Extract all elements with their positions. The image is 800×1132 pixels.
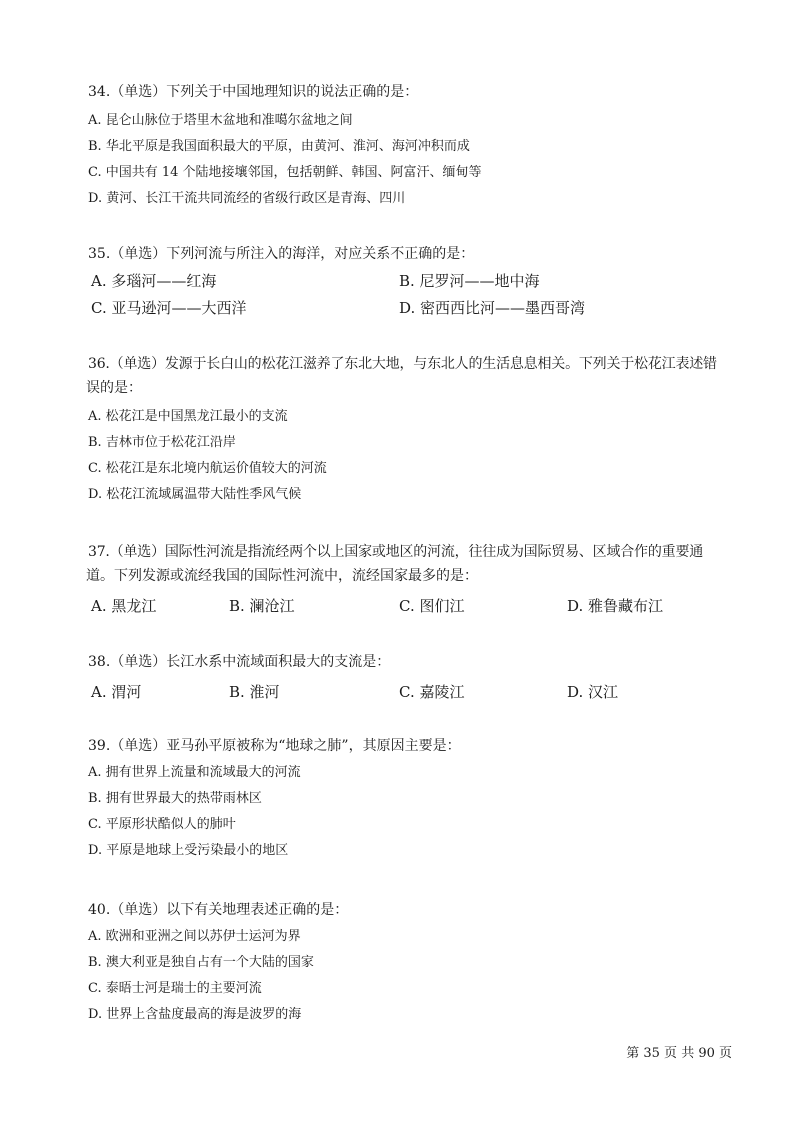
option-d: D. 汉江: [567, 683, 619, 701]
question-34: [88, 80, 728, 212]
question-36: [88, 352, 728, 508]
question-40: [88, 898, 728, 1028]
option-grid: [88, 678, 728, 706]
option-b: B. 吉林市位于松花江沿岸: [88, 435, 236, 450]
option-d: D. 雅鲁藏布江: [567, 597, 664, 615]
option-b: B. 淮河: [229, 683, 280, 701]
option-d: D. 平原是地球上受污染最小的地区: [88, 843, 289, 858]
option-list: [88, 760, 728, 864]
question-stem-line-2: 误的是：: [86, 380, 142, 396]
option-b: B. 尼罗河——地中海: [399, 272, 540, 290]
question-stem: 40.（单选）以下有关地理表述正确的是：: [88, 902, 349, 918]
question-stem: 38.（单选）长江水系中流域面积最大的支流是：: [88, 654, 391, 670]
option-c: C. 松花江是东北境内航运价值较大的河流: [88, 461, 327, 476]
page-number: 第 35 页 共 90 页: [626, 1046, 732, 1061]
option-c: C. 图们江: [399, 597, 465, 615]
option-b: B. 拥有世界最大的热带雨林区: [88, 791, 262, 806]
option-a: A. 多瑙河——红海: [91, 272, 217, 290]
question-35: [88, 242, 728, 322]
question-39: [88, 734, 728, 864]
option-d: D. 密西西比河——墨西哥湾: [399, 299, 586, 317]
question-stem: 35.（单选）下列河流与所注入的海洋，对应关系不正确的是：: [88, 246, 475, 262]
option-a: A. 昆仑山脉位于塔里木盆地和准噶尔盆地之间: [88, 113, 353, 128]
option-b: B. 华北平原是我国面积最大的平原，由黄河、淮河、海河冲积而成: [88, 139, 470, 154]
option-c: C. 亚马逊河——大西洋: [91, 299, 247, 317]
option-d: D. 黄河、长江干流共同流经的省级行政区是青海、四川: [88, 191, 406, 206]
option-list: [88, 924, 728, 1028]
option-b: B. 澳大利亚是独自占有一个大陆的国家: [88, 955, 314, 970]
option-c: C. 平原形状酷似人的肺叶: [88, 817, 236, 832]
option-a: A. 黑龙江: [91, 597, 157, 615]
option-grid: [88, 268, 728, 322]
question-38: [88, 650, 728, 706]
option-list: [88, 404, 728, 508]
question-stem-line-1: 36.（单选）发源于长白山的松花江滋养了东北大地，与东北人的生活息息相关。下列关于松花江表述错: [88, 356, 717, 372]
option-d: D. 世界上含盐度最高的海是波罗的海: [88, 1007, 302, 1022]
option-c: C. 中国共有 14 个陆地接壤邻国，包括朝鲜、韩国、阿富汗、缅甸等: [88, 165, 482, 180]
option-d: D. 松花江流域属温带大陆性季风气候: [88, 487, 302, 502]
option-a: A. 欧洲和亚洲之间以苏伊士运河为界: [88, 929, 301, 944]
question-stem-line-1: 37.（单选）国际性河流是指流经两个以上国家或地区的河流，往往成为国际贸易、区域合作的重要通: [88, 544, 704, 560]
question-stem: 34.（单选）下列关于中国地理知识的说法正确的是：: [88, 84, 419, 100]
question-stem-line-2: 道。下列发源或流经我国的国际性河流中，流经国家最多的是：: [86, 568, 478, 584]
option-grid: [88, 592, 728, 620]
option-a: A. 拥有世界上流量和流域最大的河流: [88, 765, 301, 780]
option-c: C. 嘉陵江: [399, 683, 465, 701]
option-b: B. 澜沧江: [229, 597, 295, 615]
question-stem: 39.（单选）亚马孙平原被称为“地球之肺”，其原因主要是：: [88, 738, 461, 754]
option-list: [88, 108, 728, 212]
option-a: A. 松花江是中国黑龙江最小的支流: [88, 409, 288, 424]
question-37: [88, 540, 728, 620]
option-a: A. 渭河: [91, 683, 142, 701]
option-c: C. 泰晤士河是瑞士的主要河流: [88, 981, 262, 996]
